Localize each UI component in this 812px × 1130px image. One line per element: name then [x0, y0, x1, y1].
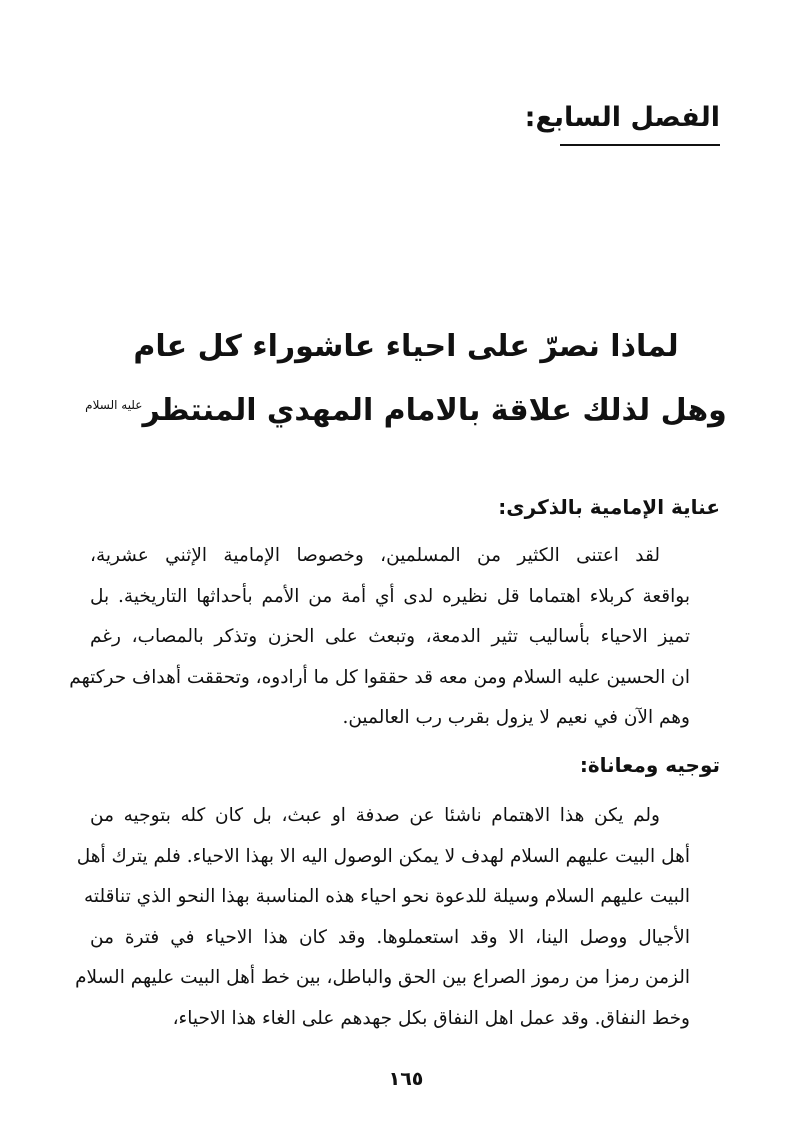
chapter-title	[60, 318, 752, 440]
paragraph-line: تميز الاحياء بأساليب تثير الدمعة، وتبعث على الحزن وتذكر بالمصاب، رغم	[90, 626, 690, 647]
paragraph-line: البيت عليهم السلام وسيلة للدعوة نحو احياء هذه المناسبة بهذا النحو الذي تناقلته	[83, 886, 690, 907]
paragraph-line: بواقعة كربلاء اهتماما قل نظيره لدى أي أمة من الأمم بأحداثها التاريخية. بل	[90, 585, 690, 607]
paragraph-line: لقد اعتنى الكثير من المسلمين، وخصوصا الإمامية الإثني عشرية،	[90, 545, 660, 566]
chapter-label: الفصل السابع:	[524, 102, 720, 133]
title-line-1: لماذا نصرّ على احياء عاشوراء كل عام	[133, 329, 679, 364]
paragraph-line: الزمن رمزا من رموز الصراع بين الحق والباطل، بين خط أهل البيت عليهم السلام	[75, 967, 690, 988]
title-line-2-text: وهل لذلك علاقة بالامام المهدي المنتظر	[142, 393, 727, 428]
chapter-underline	[560, 144, 720, 146]
paragraph-line: ان الحسين عليه السلام ومن معه قد حققوا كل ما أرادوه، وتحققت أهداف حركتهم	[69, 666, 690, 688]
title-line-2	[60, 376, 752, 440]
section-heading-remembrance: عناية الإمامية بالذكرى:	[498, 495, 720, 519]
paragraph-line: وهم الآن في نعيم لا يزول بقرب رب العالمين.	[342, 707, 690, 728]
paragraph-line: الأجيال ووصل الينا، الا وقد استعملوها. وقد كان هذا الاحياء في فترة من	[90, 926, 690, 948]
paragraph-line: وخط النفاق. وقد عمل اهل النفاق بكل جهدهم على الغاء هذا الاحياء،	[172, 1007, 690, 1029]
paragraph-remembrance	[69, 536, 720, 739]
honorific-mark: عليه السلام	[85, 398, 143, 412]
paragraph-guidance	[75, 796, 720, 1039]
paragraph-line: أهل البيت عليهم السلام لهدف لا يمكن الوصول اليه الا بهذا الاحياء. فلم يترك أهل	[76, 845, 690, 867]
section-heading-guidance: توجيه ومعاناة:	[579, 753, 720, 777]
page-number: ١٦٥	[388, 1068, 424, 1090]
paragraph-line: ولم يكن هذا الاهتمام ناشئا عن صدفة او عبث، بل كان كله بتوجيه من	[90, 805, 660, 826]
